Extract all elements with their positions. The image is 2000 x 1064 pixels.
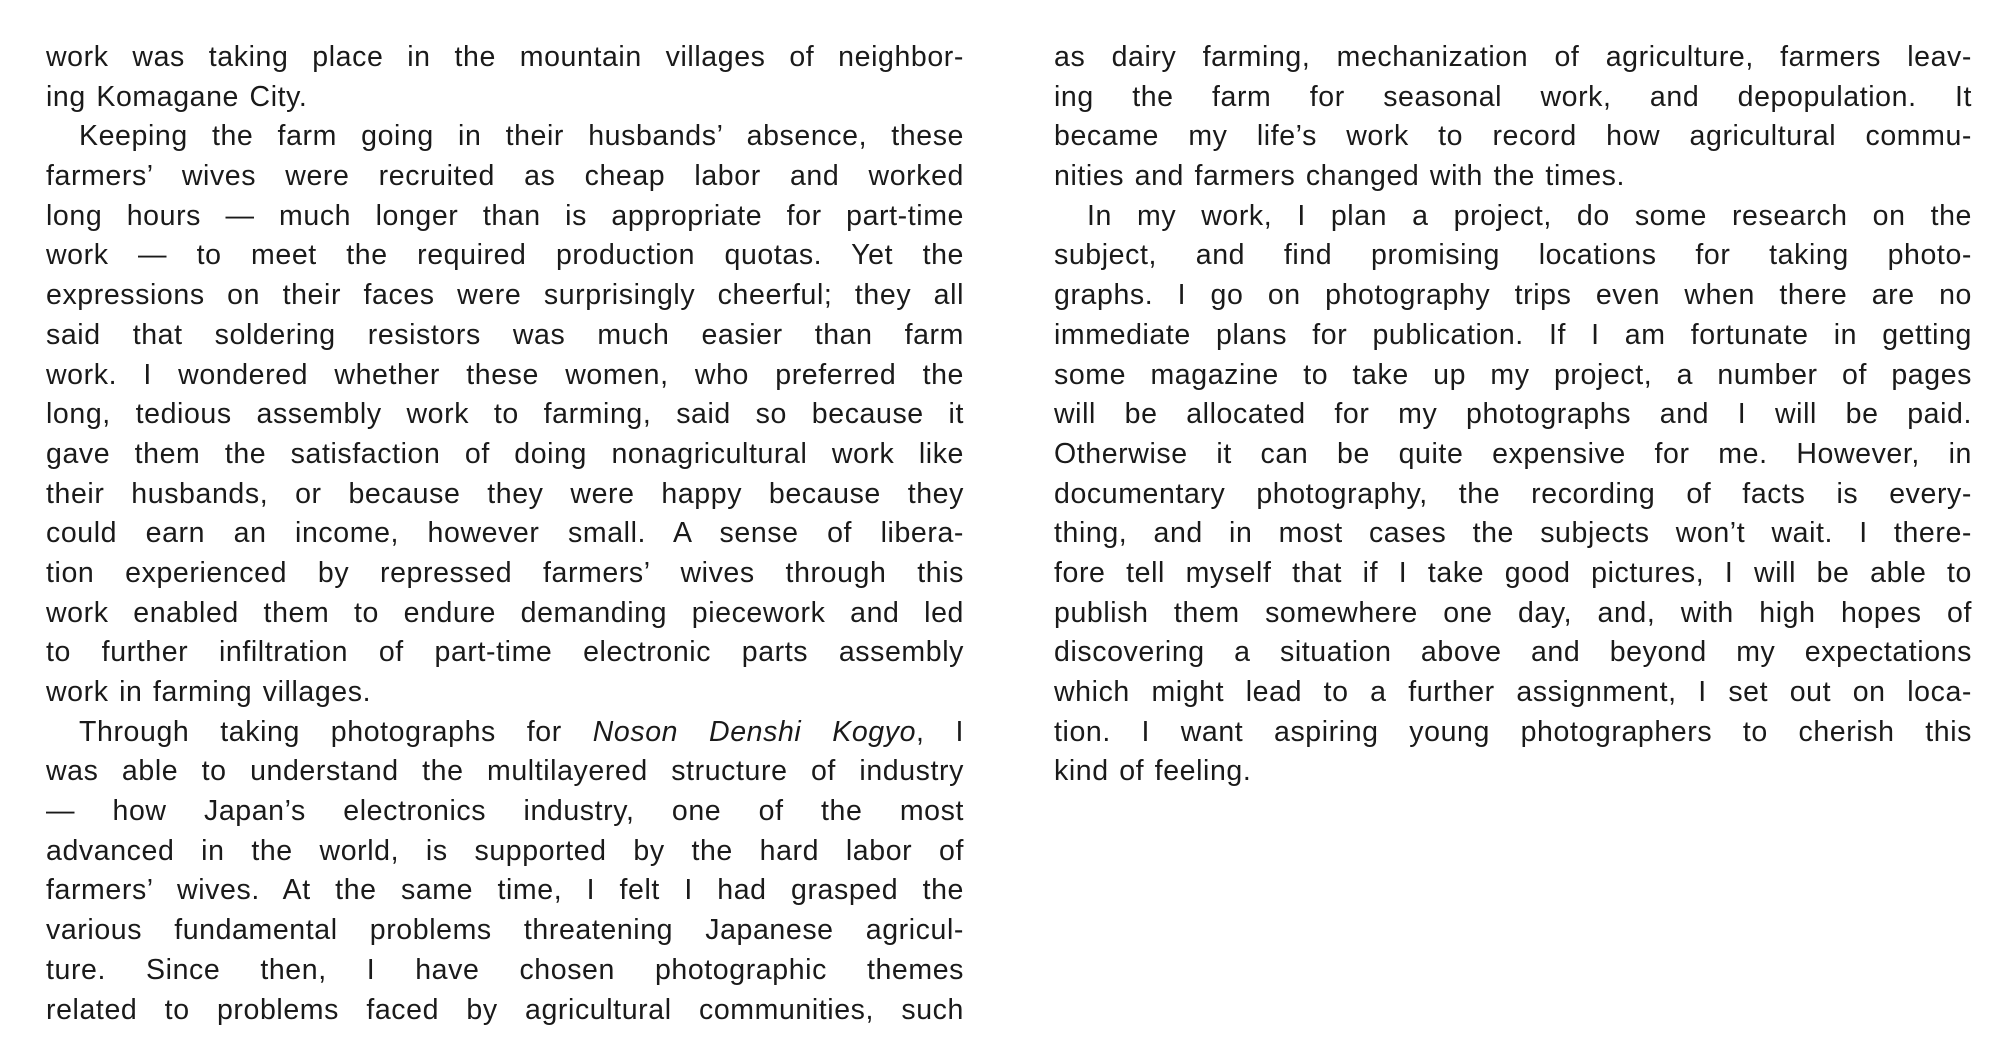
text-line: documentary photography, the recording of facts is every- (1054, 477, 1972, 510)
text-line: discovering a situation above and beyond my expectations (1054, 636, 1972, 669)
text-line: various fundamental problems threatening Japanese agricul- (46, 914, 964, 947)
text-line: work — to meet the required production quotas. Yet the (46, 239, 964, 272)
text-line: kind of feeling. (1054, 755, 1252, 788)
text-line: which might lead to a further assignment, I set out on loca- (1054, 676, 1972, 708)
publication-title: Noson Denshi Kogyo (592, 715, 917, 748)
text-line: tion. I want aspiring young photographers to cherish this (1054, 715, 1972, 748)
text-line: tion experienced by repressed farmers’ wives through this (46, 556, 964, 589)
text-line: — how Japan’s electronics industry, one of the most (46, 795, 964, 828)
text-segment: , I (916, 715, 964, 748)
text-line: fore tell myself that if I take good pictures, I will be able to (1054, 556, 1972, 589)
text-line: ing the farm for seasonal work, and depopulation. It (1054, 80, 1972, 113)
text-line: was able to understand the multilayered structure of industry (46, 755, 964, 788)
text-segment: Through taking photographs for (79, 715, 593, 748)
text-line: ture. Since then, I have chosen photographic themes (46, 953, 964, 986)
text-line: thing, and in most cases the subjects won’t wait. I there- (1054, 517, 1972, 550)
text-line: said that soldering resistors was much easier than farm (46, 318, 964, 351)
text-line: nities and farmers changed with the times. (1054, 160, 1626, 193)
text-line: ing Komagane City. (46, 80, 308, 113)
text-line: related to problems faced by agricultural communities, such (46, 993, 964, 1026)
text-line: work in farming villages. (46, 676, 372, 708)
text-line: will be allocated for my photographs and I will be paid. (1054, 398, 1972, 431)
text-line: long hours — much longer than is appropriate for part-time (46, 199, 964, 232)
text-line: publish them somewhere one day, and, with high hopes of (1054, 596, 1972, 629)
text-line: could earn an income, however small. A sense of libera- (46, 517, 964, 550)
text-line: their husbands, or because they were happy because they (46, 477, 964, 510)
text-line: became my life’s work to record how agricultural commu- (1054, 120, 1972, 153)
text-line: Otherwise it can be quite expensive for me. However, in (1054, 437, 1972, 470)
text-line: work. I wondered whether these women, who preferred the (46, 358, 964, 391)
text-line: long, tedious assembly work to farming, said so because it (46, 398, 964, 431)
text-line: graphs. I go on photography trips even when there are no (1054, 279, 1972, 312)
text-line: work enabled them to endure demanding piecework and led (46, 596, 964, 629)
text-line: as dairy farming, mechanization of agriculture, farmers leav- (1054, 41, 1972, 73)
text-line: some magazine to take up my project, a number of pages (1054, 358, 1972, 391)
paragraph-start-line (46, 713, 964, 753)
text-line: farmers’ wives were recruited as cheap labor and worked (46, 160, 964, 193)
text-line: gave them the satisfaction of doing nonagricultural work like (46, 437, 964, 470)
text-line: farmers’ wives. At the same time, I felt I had grasped the (46, 874, 964, 907)
paragraph-start-line: In my work, I plan a project, do some research on the (1087, 199, 1972, 232)
text-line: subject, and find promising locations for taking photo- (1054, 239, 1972, 272)
right-text-column (1054, 38, 1972, 792)
text-line: to further infiltration of part-time electronic parts assembly (46, 636, 964, 669)
text-line: advanced in the world, is supported by the hard labor of (46, 834, 964, 867)
paragraph-start-line: Keeping the farm going in their husbands’ absence, these (79, 120, 964, 153)
text-line: work was taking place in the mountain villages of neighbor- (46, 41, 964, 73)
text-line: immediate plans for publication. If I am fortunate in getting (1054, 318, 1972, 351)
text-line: expressions on their faces were surprisingly cheerful; they all (46, 279, 964, 312)
left-text-column (46, 38, 964, 1030)
